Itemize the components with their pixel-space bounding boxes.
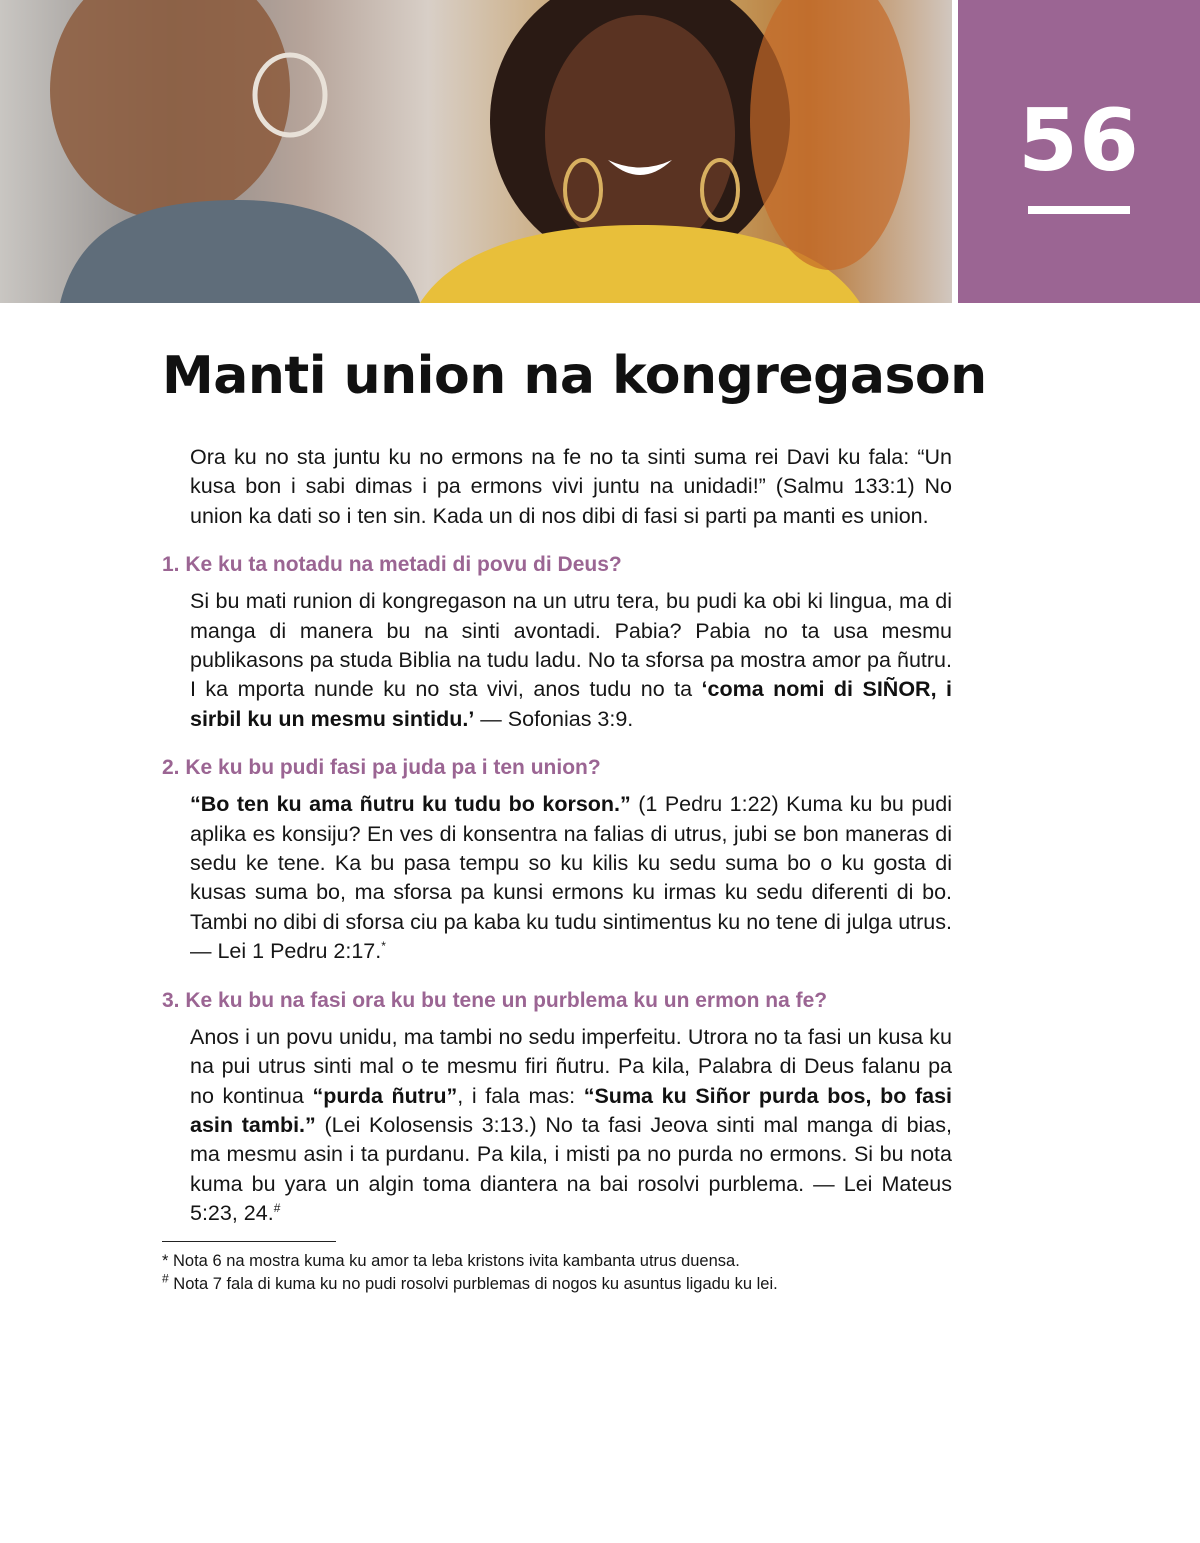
lesson-body — [162, 443, 952, 1296]
footnote-2-marker: # — [162, 1271, 169, 1286]
answer-3 — [190, 1023, 952, 1229]
page-title: Manti union na kongregason — [162, 346, 987, 406]
answer-1-reference: — Sofonias 3:9. — [474, 706, 634, 731]
footnote-marker-hash[interactable]: # — [273, 1200, 281, 1215]
badge-underline — [1028, 206, 1130, 214]
question-3: 3. Ke ku bu na fasi ora ku bu tene un purblema ku un ermon na fe? — [162, 988, 828, 1012]
answer-1 — [190, 587, 952, 734]
answer-2-bold: “Bo ten ku ama ñutru ku tudu bo korson.” — [190, 792, 631, 817]
footnote-1-text: Nota 6 na mostra kuma ku amor ta leba kristons ivita kambanta utrus duensa. — [168, 1251, 740, 1270]
answer-1-bold: ‘coma nomi di SIÑOR, i sirbil ku un mesmu sintidu.’ — [190, 677, 952, 731]
answer-3-bold-b: “Suma ku Siñor purda bos, bo fasi asin tambi.” — [190, 1083, 953, 1137]
hero-illustration — [0, 0, 952, 303]
question-2: 2. Ke ku bu pudi fasi pa juda pa i ten union? — [162, 756, 601, 780]
hero-photo — [0, 0, 952, 303]
answer-3-text-b: , i fala mas: — [457, 1083, 584, 1108]
footnote-1 — [162, 1250, 952, 1273]
answer-3-text-c: (Lei Kolosensis 3:13.) No ta fasi Jeova sinti mal manga di bias, ma mesmu asin i ta purdanu. Pa kila, i misti pa no purda no ermons. Si bu nota kuma bu yara un algin toma diantera na bai rosolvi purblema. — Lei Mateus 5:23, 24. — [190, 1112, 952, 1226]
footnote-2-text: Nota 7 fala di kuma ku no pudi rosolvi purblemas di nogos ku asuntus ligadu ku lei. — [168, 1274, 778, 1293]
answer-3-bold-a: “purda ñutru” — [312, 1083, 458, 1108]
footnote-2 — [162, 1273, 952, 1296]
answer-3-text-a: Anos i un povu unidu, ma tambi no sedu imperfeitu. Utrora no ta fasi un kusa ku na pui utrus sinti mal o te mesmu firi ñutru. Pa kila, Palabra di Deus falanu pa no kontinua — [190, 1024, 952, 1108]
intro-paragraph: Ora ku no sta juntu ku no ermons na fe no ta sinti suma rei Davi ku fala: “Un kusa bon i sabi dimas i pa ermons vivi juntu na unidadi!” (Salmu 133:1) No union ka dati so i ten sin. Kada un di nos dibi di fasi si parti pa manti es union. — [190, 445, 952, 528]
footnote-divider — [162, 1241, 336, 1242]
lesson-badge — [958, 0, 1200, 303]
answer-2-text: (1 Pedru 1:22) Kuma ku bu pudi aplika es konsiju? En ves di konsentra na falias di utrus, jubi se bon maneras di sedu ke tene. Ka bu pasa tempu so ku kilis ku sedu suma bo o ku gosta di kusas suma bo, ma sforsa pa kunsi ermons ku irmas ku sedu diferenti di bo. Tambi no dibi di sforsa ciu pa kaba ku tudu sintimentus ku no tene di julga utrus. — Lei 1 Pedru 2:17. — [190, 792, 952, 964]
question-1: 1. Ke ku ta notadu na metadi di povu di Deus? — [162, 553, 622, 577]
footnote-1-marker: * — [162, 1251, 169, 1270]
answer-1-text: Si bu mati runion di kongregason na un utru tera, bu pudi ka obi ki lingua, ma di manga di manera bu na sinti avontadi. Pabia? Pabia no ta usa mesmu publikasons pa studa Biblia na tudu ladu. No ta sforsa pa mostra amor pa ñutru. I ka mporta nunde ku no sta vivi, anos tudu no ta — [190, 589, 952, 702]
answer-2 — [190, 790, 952, 966]
lesson-number: 56 — [1018, 91, 1140, 191]
footnote-marker-star[interactable]: * — [381, 939, 386, 954]
